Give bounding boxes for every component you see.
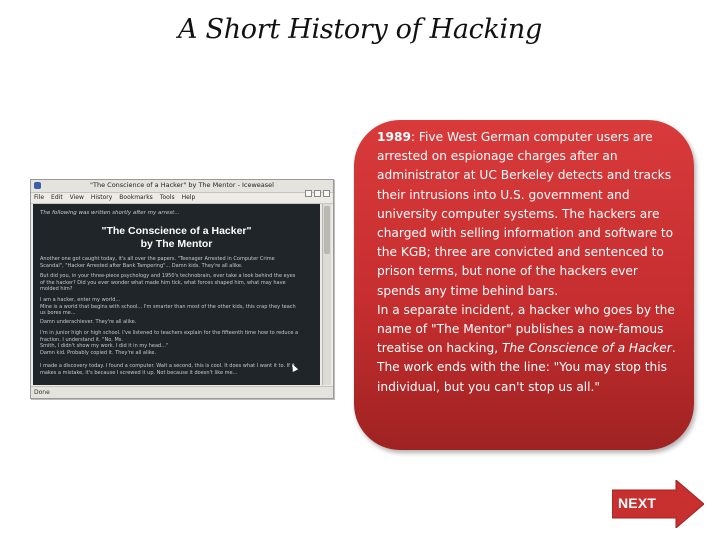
browser-statusbar: Done: [31, 386, 333, 398]
card-paragraph-2: [377, 301, 676, 397]
scrollbar-thumb: [324, 206, 330, 254]
page-heading-author: by The Mentor: [140, 238, 213, 250]
menu-view: View: [69, 194, 84, 201]
page-text-line: molded him?: [40, 286, 73, 292]
menu-bookmarks: Bookmarks: [119, 194, 153, 201]
page-heading-title: "The Conscience of a Hacker": [101, 225, 252, 237]
minimize-icon: [305, 190, 312, 197]
browser-menubar: [31, 193, 333, 204]
page-text-line: Smith, I didn't show my work. I did it in my head...": [40, 343, 169, 349]
card-text-mentor: In a separate incident, a hacker who goes by the name of "The Mentor" publishes a now-famous treatise on hacking,: [377, 302, 675, 356]
browser-scrollbar: [322, 204, 331, 385]
page-intro: The following was written shortly after my arrest...: [40, 210, 180, 216]
card-treatise-title: The Conscience of a Hacker: [501, 341, 672, 356]
page-text-line: Another one got caught today, it's all over the papers. "Teenager Arrested in Computer Crime: [40, 256, 275, 262]
page-text-line: of the hacker? Did you ever wonder what made him tick, what forces shaped him, what may have: [40, 279, 286, 286]
card-paragraph-1: [377, 128, 676, 301]
page-text-line: Damn kid. Probably copied it. They're all alike.: [40, 349, 157, 356]
menu-file: File: [34, 194, 45, 201]
page-text-line: us bores me...: [40, 310, 76, 316]
browser-screenshot: [30, 179, 334, 399]
window-titlebar: [31, 180, 333, 193]
page-text-line: makes a mistake, it's because I screwed it up. Not because it doesn't like me...: [40, 369, 238, 376]
page-text-line: fraction. I understand it. "No, Ms.: [40, 336, 123, 343]
browser-page-content: [33, 204, 320, 385]
page-text-line: I am a hacker, enter my world...: [40, 297, 121, 303]
page-text-line: I made a discovery today. I found a computer. Wait a second, this is cool. It does what I want it to. If it: [40, 363, 295, 369]
menu-tools: Tools: [159, 194, 175, 201]
menu-help: Help: [181, 194, 196, 201]
close-icon: [323, 190, 330, 197]
history-text-card: [354, 120, 694, 450]
card-year: 1989: [377, 130, 411, 144]
page-text-line: Scandal", "Hacker Arrested after Bank Tampering"... Damn kids. They're all alike.: [40, 262, 243, 269]
next-button[interactable]: [612, 480, 704, 528]
menu-history: History: [90, 194, 113, 201]
next-button-label: NEXT: [618, 495, 657, 511]
window-controls: [303, 182, 330, 201]
card-text-1989: : Five West German computer users are arrested on espionage charges after an administrator at UC Berkeley detects and tracks their intrusions into U.S. government and university computer systems. The hackers are charged with selling information and software to the KGB; three are convicted and sentenced to prison terms, but none of the hackers ever spends any time behind bars.: [377, 130, 674, 298]
page-text-line: Damn underachiever. They're all alike.: [40, 319, 137, 325]
page-text-line: Mine is a world that begins with school... I'm smarter than most of the other kids, this crap they teach: [40, 303, 296, 310]
window-title: "The Conscience of a Hacker" by The Mentor - Iceweasel: [90, 181, 274, 189]
maximize-icon: [314, 190, 321, 197]
page-text-line: I'm in junior high or high school. I've listened to teachers explain for the fifteenth time how to reduce a: [40, 330, 299, 336]
menu-edit: Edit: [51, 194, 63, 201]
slide-title: A Short History of Hacking: [178, 14, 542, 45]
page-text-line: But did you, in your three-piece psychology and 1950's technobrain, ever take a look behind the eyes: [40, 273, 296, 279]
page-heading: [33, 225, 320, 251]
card-text-ending: . The work ends with the line: "You may stop this individual, but you can't stop us all.": [377, 341, 676, 394]
